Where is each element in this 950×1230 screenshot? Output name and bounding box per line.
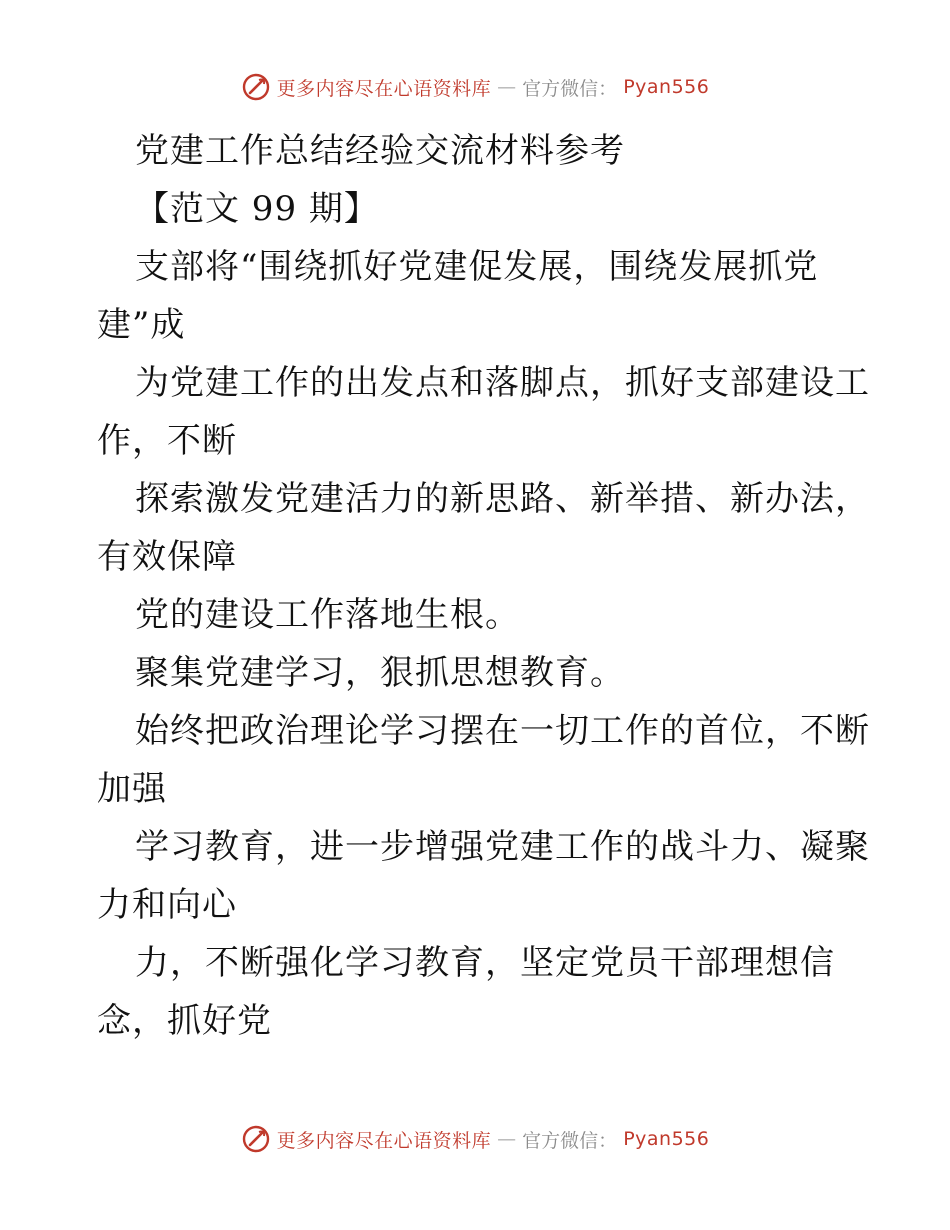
paragraph-line: 学习教育，进一步增强党建工作的战斗力、凝聚	[135, 827, 870, 867]
watermark-wechat-label: 官方微信：	[522, 77, 618, 100]
paragraph-line: 支部将“围绕抓好党建促发展，围绕发展抓党	[135, 247, 819, 287]
watermark-separator: —	[497, 76, 517, 98]
paragraph-line: 始终把政治理论学习摆在一切工作的首位，不断	[135, 711, 870, 751]
paragraph-line: 作，不断	[97, 421, 237, 461]
quill-seal-icon	[241, 1124, 271, 1154]
watermark-wechat-label: 官方微信：	[522, 1129, 618, 1152]
paragraph-line: 探索激发党建活力的新思路、新举措、新办法，	[135, 479, 870, 519]
watermark-separator: —	[497, 1128, 517, 1150]
watermark-wechat-id: Pyan556	[623, 1128, 710, 1150]
paragraph-line: 加强	[97, 769, 167, 809]
document-title: 党建工作总结经验交流材料参考	[135, 131, 625, 171]
paragraph-line: 念，抓好党	[97, 1001, 272, 1041]
document-body	[0, 122, 950, 1050]
quill-seal-icon	[241, 72, 271, 102]
footer-watermark	[0, 1124, 950, 1154]
paragraph-line: 力，不断强化学习教育，坚定党员干部理想信	[135, 943, 835, 983]
paragraph-line: 力和向心	[97, 885, 237, 925]
paragraph-line: 党的建设工作落地生根。	[135, 595, 520, 635]
watermark-wechat-id: Pyan556	[623, 76, 710, 98]
issue-label: 【范文 99 期】	[135, 189, 379, 229]
header-watermark	[0, 72, 950, 102]
watermark-main-text: 更多内容尽在心语资料库	[276, 77, 492, 100]
paragraph-line: 为党建工作的出发点和落脚点，抓好支部建设工	[135, 363, 870, 403]
paragraph-line: 建”成	[97, 305, 186, 345]
watermark-main-text: 更多内容尽在心语资料库	[276, 1129, 492, 1152]
paragraph-line: 聚集党建学习，狠抓思想教育。	[135, 653, 625, 693]
paragraph-line: 有效保障	[97, 537, 237, 577]
